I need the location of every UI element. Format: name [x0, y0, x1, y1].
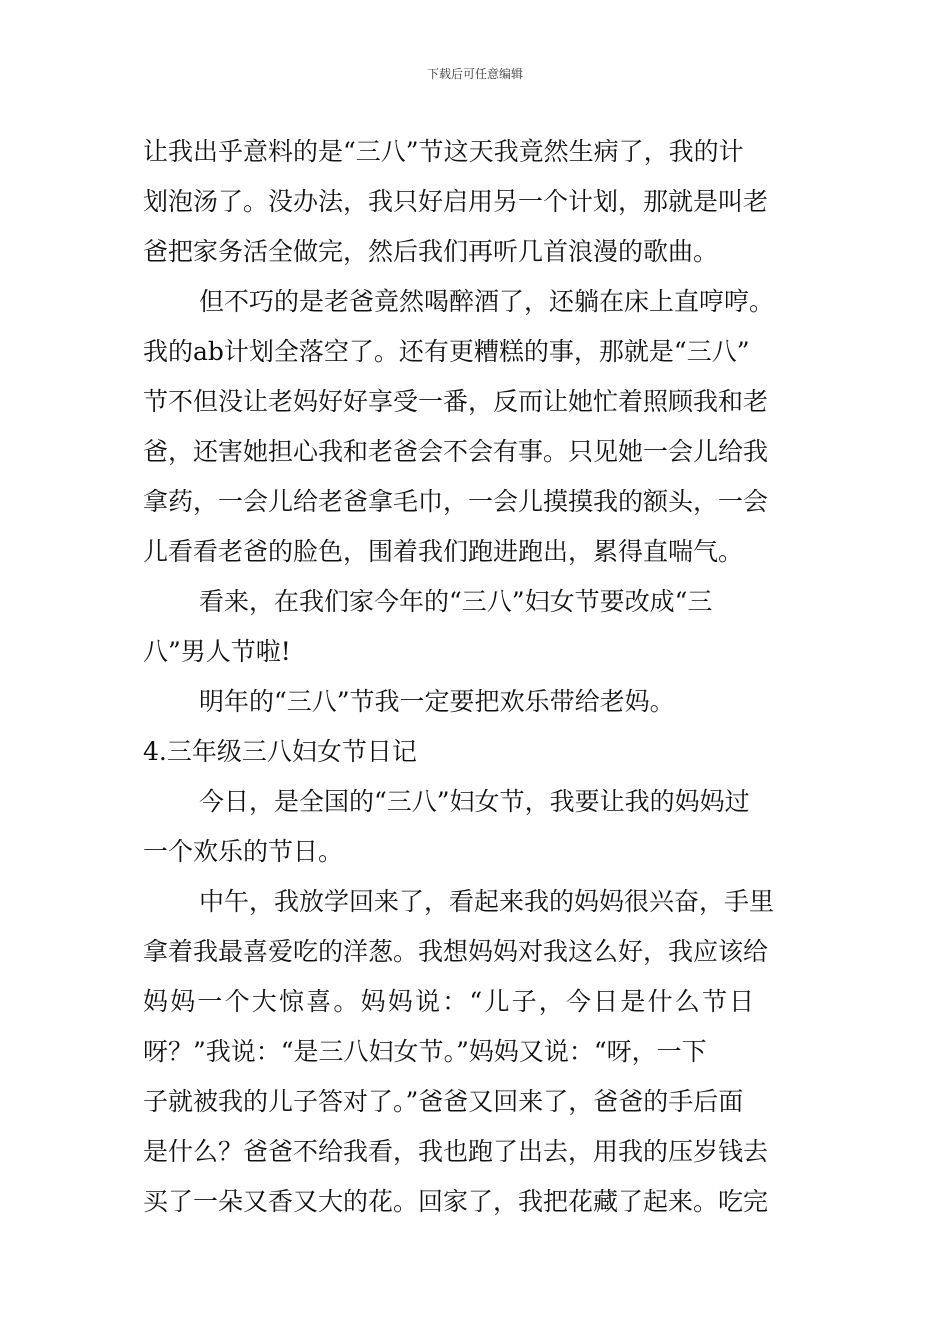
- section-heading: 4.三年级三八妇女节日记: [143, 737, 417, 766]
- text-line: 一个欢乐的节日。: [143, 837, 344, 866]
- document-body: [143, 127, 809, 1227]
- text-line: 我的ab计划全落空了。还有更糟糕的事，那就是“三八”: [143, 337, 750, 366]
- text-line: 节不但没让老妈好好享受一番，反而让她忙着照顾我和老: [143, 387, 769, 416]
- text-line: 妈妈一个大惊喜。妈妈说：“儿子，今日是什么节日: [143, 987, 757, 1016]
- page-header-note: 下载后可任意编辑: [426, 67, 523, 81]
- text-line: 爸，还害她担心我和老爸会不会有事。只见她一会儿给我: [143, 437, 769, 466]
- text-line: 拿药，一会儿给老爸拿毛巾，一会儿摸摸我的额头，一会: [143, 487, 769, 516]
- text-line: 子就被我的儿子答对了。”爸爸又回来了，爸爸的手后面: [143, 1087, 744, 1116]
- text-line: 八”男人节啦!: [143, 637, 291, 666]
- text-line: 儿看看老爸的脸色，围着我们跑进跑出，累得直喘气。: [143, 537, 744, 566]
- text-line: 呀？”我说：“是三八妇女节。”妈妈又说：“呀，一下: [143, 1037, 707, 1066]
- paragraph-first-line: 看来，在我们家今年的“三八”妇女节要改成“三: [199, 587, 713, 616]
- paragraph-first-line: 明年的“三八”节我一定要把欢乐带给老妈。: [199, 687, 675, 716]
- text-line: 买了一朵又香又大的花。回家了，我把花藏了起来。吃完: [143, 1187, 769, 1216]
- text-line: 划泡汤了。没办法，我只好启用另一个计划，那就是叫老: [143, 187, 769, 216]
- text-line: 拿着我最喜爱吃的洋葱。我想妈妈对我这么好，我应该给: [143, 937, 769, 966]
- text-line: 让我出乎意料的是“三八”节这天我竟然生病了，我的计: [143, 137, 744, 166]
- paragraph-first-line: 中午，我放学回来了，看起来我的妈妈很兴奋，手里: [199, 887, 775, 916]
- text-line: 爸把家务活全做完，然后我们再听几首浪漫的歌曲。: [143, 237, 719, 266]
- text-line: 是什么？爸爸不给我看，我也跑了出去，用我的压岁钱去: [143, 1137, 769, 1166]
- paragraph-first-line: 但不巧的是老爸竟然喝醉酒了，还躺在床上直哼哼。: [199, 287, 775, 316]
- paragraph-first-line: 今日，是全国的“三八”妇女节，我要让我的妈妈过: [199, 787, 750, 816]
